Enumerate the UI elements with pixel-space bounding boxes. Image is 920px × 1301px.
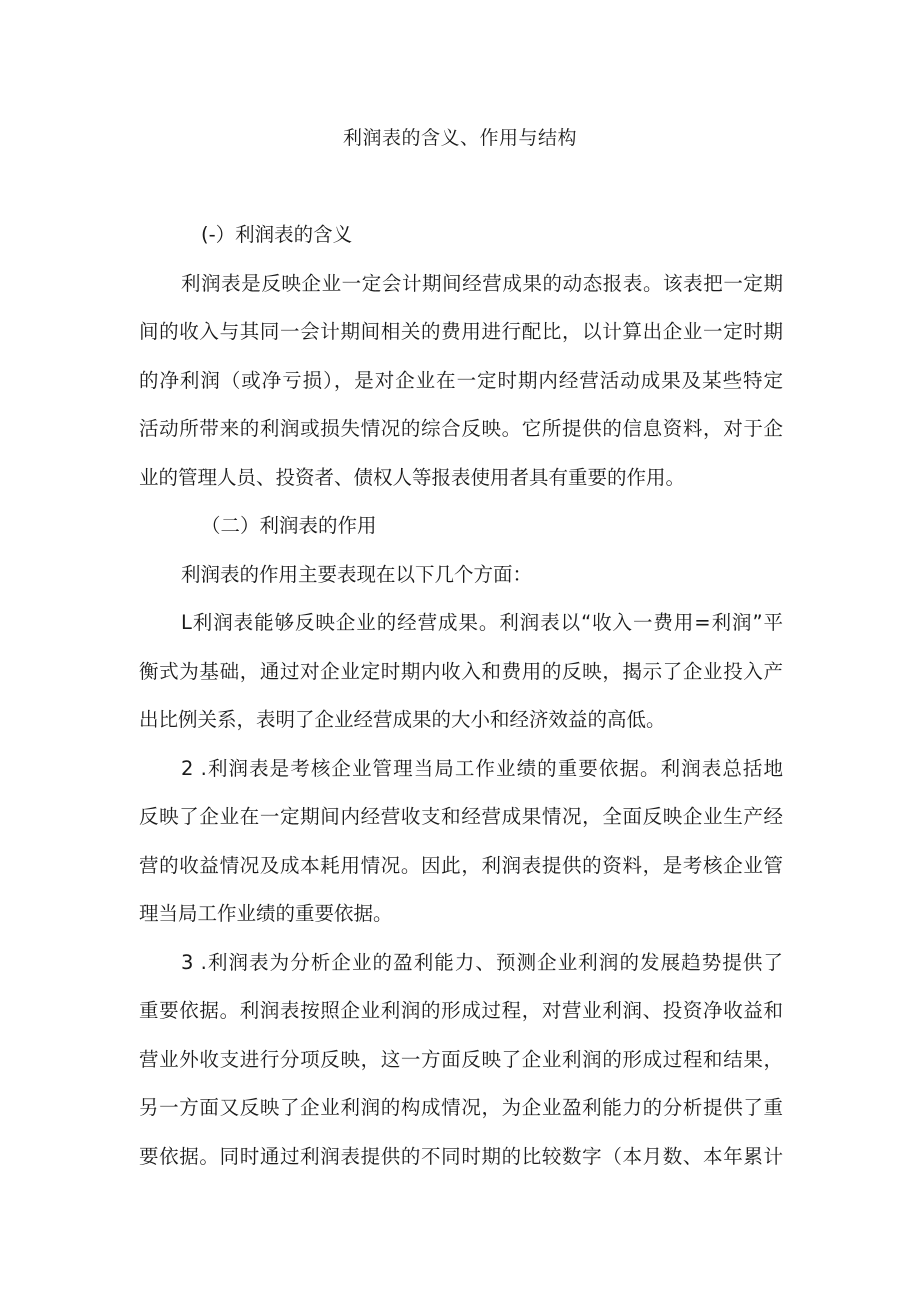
section-heading-definition: (-）利润表的含义: [201, 223, 353, 246]
paragraph-line: 的净利润（或净亏损），是对企业在一定时期内经营活动成果及某些特定: [139, 368, 783, 392]
paragraph-line: 反映了企业在一定期间内经营收支和经营成果情况，全面反映企业生产经: [139, 805, 783, 828]
paragraph-line: 出比例关系，表明了企业经营成果的大小和经济效益的高低。: [139, 708, 666, 731]
paragraph-line: 业的管理人员、投资者、债权人等报表使用者具有重要的作用。: [139, 465, 686, 489]
paragraph-line: 衡式为基础，通过对企业定时期内收入和费用的反映，揭示了企业投入产: [139, 659, 783, 683]
list-item-1: [139, 599, 783, 745]
paragraph-definition: [139, 260, 783, 503]
paragraph-line: 要依据。同时通过利润表提供的不同时期的比较数字（本月数、本年累计: [139, 1144, 783, 1168]
paragraph-line: 3 .利润表为分析企业的盈利能力、预测企业利润的发展趋势提供了: [181, 950, 783, 974]
document-body: [139, 211, 783, 1181]
paragraph-line: 营的收益情况及成本耗用情况。因此，利润表提供的资料，是考核企业管: [139, 853, 783, 877]
paragraph-line: L利润表能够反映企业的经营成果。利润表以“收入一费用=利润”平: [181, 611, 783, 634]
paragraph-line: 重要依据。利润表按照企业利润的形成过程，对营业利润、投资净收益和: [139, 999, 783, 1022]
paragraph-line: 另一方面又反映了企业利润的构成情况，为企业盈利能力的分析提供了重: [139, 1096, 783, 1119]
list-item-2: [139, 745, 783, 939]
paragraph-line: 利润表是反映企业一定会计期间经营成果的动态报表。该表把一定期: [181, 271, 783, 295]
paragraph-line: 2 .利润表是考核企业管理当局工作业绩的重要依据。利润表总括地: [181, 756, 783, 780]
document-title: 利润表的含义、作用与结构: [342, 127, 577, 149]
paragraph-line: 营业外收支进行分项反映，这一方面反映了企业利润的形成过程和结果，: [139, 1047, 783, 1071]
list-item-3: [139, 939, 783, 1182]
paragraph-intro: 利润表的作用主要表现在以下几个方面：: [181, 562, 533, 586]
paragraph-line: 活动所带来的利润或损失情况的综合反映。它所提供的信息资料，对于企: [139, 417, 783, 440]
paragraph-line: 间的收入与其同一会计期间相关的费用进行配比，以计算出企业一定时期: [139, 320, 783, 343]
paragraph-line: 理当局工作业绩的重要依据。: [139, 902, 393, 925]
section-heading-function: （二）利润表的作用: [201, 514, 377, 537]
